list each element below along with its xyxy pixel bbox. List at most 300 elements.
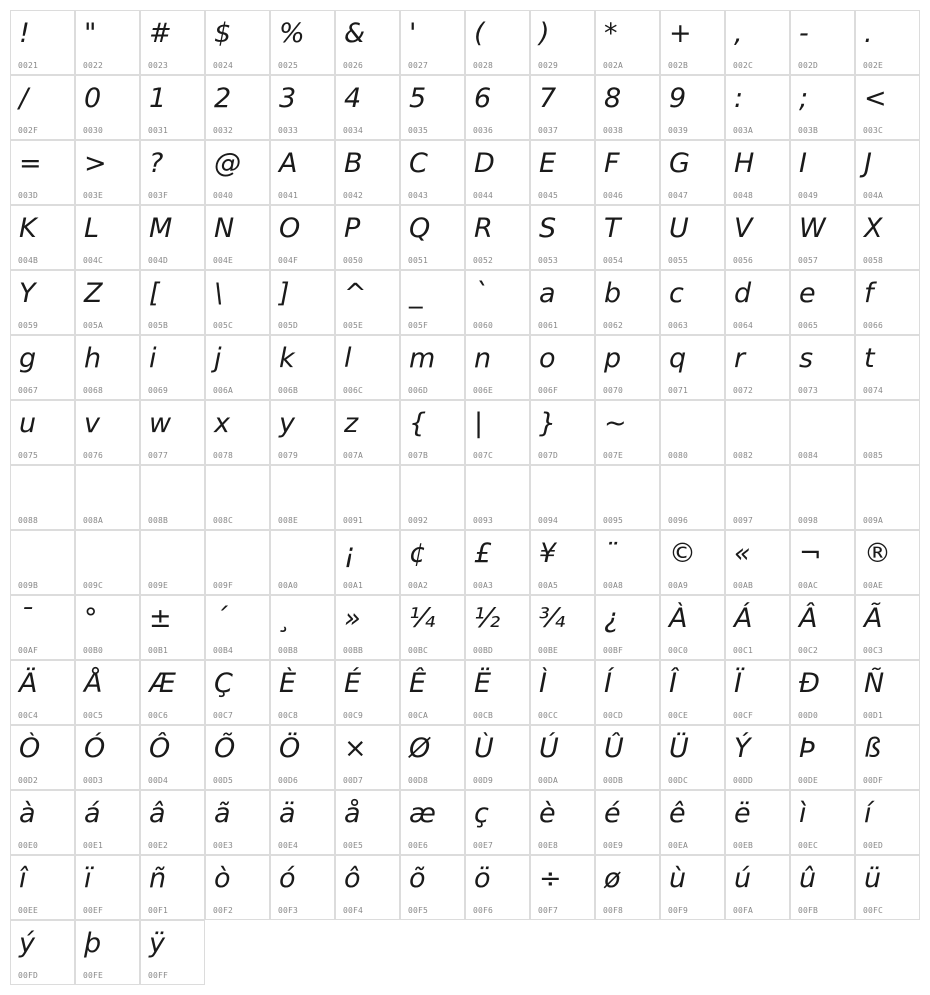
- glyph-char: d: [734, 278, 752, 309]
- glyph-cell: [335, 10, 400, 75]
- glyph-cell: [855, 790, 920, 855]
- glyph-cell: [855, 10, 920, 75]
- glyph-code: 00E9: [603, 841, 624, 850]
- glyph-char: K: [19, 213, 37, 244]
- glyph-code: 0093: [473, 516, 494, 525]
- glyph-code: 00DC: [668, 776, 689, 785]
- glyph-code: 0025: [278, 61, 299, 70]
- glyph-char: ¬: [799, 538, 822, 569]
- glyph-code: 00E6: [408, 841, 429, 850]
- glyph-code: 0023: [148, 61, 169, 70]
- glyph-char: ;: [799, 83, 809, 114]
- glyph-cell: [790, 205, 855, 270]
- glyph-cell: [140, 335, 205, 400]
- glyph-char: ÷: [539, 863, 562, 894]
- glyph-char: j: [214, 343, 222, 374]
- glyph-char: r: [734, 343, 746, 374]
- glyph-code: 0051: [408, 256, 429, 265]
- glyph-code: 00DD: [733, 776, 754, 785]
- glyph-char: ä: [279, 798, 296, 829]
- glyph-code: 002B: [668, 61, 689, 70]
- glyph-code: 0060: [473, 321, 494, 330]
- glyph-char: Û: [604, 733, 624, 764]
- glyph-code: 007E: [603, 451, 624, 460]
- glyph-cell: [270, 75, 335, 140]
- glyph-char: õ: [409, 863, 426, 894]
- glyph-code: 0032: [213, 126, 234, 135]
- glyph-code: 00D3: [83, 776, 104, 785]
- glyph-code: 0027: [408, 61, 429, 70]
- glyph-code: 0056: [733, 256, 754, 265]
- glyph-cell: [335, 790, 400, 855]
- glyph-code: 006C: [343, 386, 364, 395]
- glyph-code: 0026: [343, 61, 364, 70]
- glyph-code: 00DA: [538, 776, 559, 785]
- glyph-code: 0041: [278, 191, 299, 200]
- glyph-cell: [725, 595, 790, 660]
- glyph-cell: [140, 75, 205, 140]
- glyph-code: 0048: [733, 191, 754, 200]
- glyph-code: 0057: [798, 256, 819, 265]
- glyph-char: m: [409, 343, 436, 374]
- glyph-code: 006F: [538, 386, 559, 395]
- glyph-cell: [530, 400, 595, 465]
- glyph-code: 0084: [798, 451, 819, 460]
- glyph-cell: [595, 725, 660, 790]
- glyph-code: 00E5: [343, 841, 364, 850]
- glyph-cell: [465, 400, 530, 465]
- glyph-char: ¨: [604, 538, 618, 569]
- glyph-char: ®: [864, 538, 891, 569]
- glyph-cell: [335, 595, 400, 660]
- glyph-cell: [270, 725, 335, 790]
- glyph-cell: [10, 530, 75, 595]
- glyph-code: 00C6: [148, 711, 169, 720]
- glyph-cell: [660, 140, 725, 205]
- glyph-cell: [140, 920, 205, 985]
- glyph-code: 00C4: [18, 711, 39, 720]
- glyph-cell: [400, 725, 465, 790]
- glyph-cell: [75, 530, 140, 595]
- glyph-cell: [530, 855, 595, 920]
- glyph-char: [: [149, 278, 160, 309]
- glyph-code: 00E7: [473, 841, 494, 850]
- glyph-char: 7: [539, 83, 557, 114]
- glyph-cell: [595, 335, 660, 400]
- glyph-code: 0064: [733, 321, 754, 330]
- glyph-cell: [660, 660, 725, 725]
- glyph-code: 0046: [603, 191, 624, 200]
- glyph-code: 00CA: [408, 711, 429, 720]
- glyph-char: N: [214, 213, 235, 244]
- glyph-char: ã: [214, 798, 231, 829]
- glyph-cell: [140, 595, 205, 660]
- glyph-char: í: [864, 798, 872, 829]
- glyph-code: 00D6: [278, 776, 299, 785]
- glyph-code: 0069: [148, 386, 169, 395]
- glyph-code: 0067: [18, 386, 39, 395]
- glyph-code: 0065: [798, 321, 819, 330]
- glyph-cell: [660, 595, 725, 660]
- glyph-cell: [790, 400, 855, 465]
- glyph-cell: [465, 75, 530, 140]
- glyph-cell: [205, 205, 270, 270]
- glyph-char: â: [149, 798, 166, 829]
- glyph-cell: [465, 660, 530, 725]
- glyph-code: 005A: [83, 321, 104, 330]
- glyph-code: 00D7: [343, 776, 364, 785]
- glyph-code: 00CC: [538, 711, 559, 720]
- glyph-char: Ã: [864, 603, 883, 634]
- glyph-code: 0098: [798, 516, 819, 525]
- glyph-cell: [75, 335, 140, 400]
- glyph-char: ±: [149, 603, 172, 634]
- glyph-code: 0061: [538, 321, 559, 330]
- glyph-code: 002A: [603, 61, 624, 70]
- glyph-code: 00CE: [668, 711, 689, 720]
- glyph-cell: [140, 725, 205, 790]
- glyph-cell: [790, 335, 855, 400]
- glyph-code: 00C8: [278, 711, 299, 720]
- glyph-cell: [465, 335, 530, 400]
- glyph-char: Ë: [474, 668, 492, 699]
- glyph-code: 00C7: [213, 711, 234, 720]
- glyph-char: ): [539, 18, 550, 49]
- glyph-cell: [725, 855, 790, 920]
- glyph-cell: [335, 75, 400, 140]
- glyph-code: 008A: [83, 516, 104, 525]
- glyph-cell: [725, 660, 790, 725]
- glyph-char: Î: [669, 668, 677, 699]
- glyph-char: 9: [669, 83, 687, 114]
- glyph-char: î: [19, 863, 27, 894]
- glyph-code: 0085: [863, 451, 884, 460]
- glyph-char: c: [669, 278, 684, 309]
- glyph-cell: [75, 855, 140, 920]
- glyph-cell: [205, 465, 270, 530]
- glyph-code: 00D2: [18, 776, 39, 785]
- glyph-char: á: [84, 798, 101, 829]
- glyph-cell: [855, 205, 920, 270]
- glyph-char: i: [149, 343, 157, 374]
- glyph-char: ÿ: [149, 928, 165, 959]
- glyph-code: 0049: [798, 191, 819, 200]
- glyph-cell: [75, 75, 140, 140]
- glyph-code: 00F1: [148, 906, 169, 915]
- glyph-code: 004F: [278, 256, 299, 265]
- glyph-char: (: [474, 18, 485, 49]
- glyph-code: 0034: [343, 126, 364, 135]
- glyph-char: 6: [474, 83, 492, 114]
- glyph-code: 007B: [408, 451, 429, 460]
- glyph-code: 006B: [278, 386, 299, 395]
- glyph-code: 00A0: [278, 581, 299, 590]
- glyph-code: 00C2: [798, 646, 819, 655]
- glyph-cell: [400, 10, 465, 75]
- glyph-cell: [75, 205, 140, 270]
- glyph-code: 0076: [83, 451, 104, 460]
- glyph-char: Ô: [149, 733, 171, 764]
- glyph-cell: [595, 270, 660, 335]
- glyph-cell: [660, 205, 725, 270]
- glyph-cell: [10, 660, 75, 725]
- glyph-char: À: [669, 603, 688, 634]
- glyph-code: 00D5: [213, 776, 234, 785]
- glyph-cell: [270, 855, 335, 920]
- glyph-code: 0037: [538, 126, 559, 135]
- glyph-char: l: [344, 343, 352, 374]
- glyph-cell: [335, 660, 400, 725]
- glyph-cell: [465, 205, 530, 270]
- glyph-code: 00F8: [603, 906, 624, 915]
- glyph-cell: [530, 140, 595, 205]
- glyph-cell: [725, 140, 790, 205]
- glyph-cell: [10, 335, 75, 400]
- glyph-cell: [335, 205, 400, 270]
- glyph-cell: [595, 855, 660, 920]
- glyph-code: 00A5: [538, 581, 559, 590]
- glyph-cell: [140, 790, 205, 855]
- glyph-cell: [660, 855, 725, 920]
- glyph-cell: [10, 400, 75, 465]
- glyph-cell: [660, 75, 725, 140]
- glyph-code: 004A: [863, 191, 884, 200]
- glyph-cell: [10, 465, 75, 530]
- glyph-char: Ñ: [864, 668, 885, 699]
- glyph-char: H: [734, 148, 755, 179]
- glyph-char: q: [669, 343, 687, 374]
- glyph-cell: [205, 790, 270, 855]
- glyph-code: 00D4: [148, 776, 169, 785]
- glyph-cell: [725, 725, 790, 790]
- glyph-cell: [595, 10, 660, 75]
- glyph-code: 00D0: [798, 711, 819, 720]
- glyph-code: 0073: [798, 386, 819, 395]
- glyph-cell: [270, 270, 335, 335]
- glyph-char: ': [409, 18, 417, 49]
- glyph-char: /: [19, 83, 29, 114]
- glyph-char: ì: [799, 798, 807, 829]
- glyph-cell: [530, 205, 595, 270]
- glyph-cell: [140, 205, 205, 270]
- glyph-code: 003A: [733, 126, 754, 135]
- glyph-grid: [10, 10, 920, 985]
- glyph-code: 0071: [668, 386, 689, 395]
- glyph-char: à: [19, 798, 36, 829]
- glyph-code: 00A3: [473, 581, 494, 590]
- glyph-code: 00ED: [863, 841, 884, 850]
- glyph-char: >: [84, 148, 107, 179]
- glyph-char: A: [279, 148, 298, 179]
- glyph-code: 00EA: [668, 841, 689, 850]
- glyph-char: V: [734, 213, 753, 244]
- glyph-cell: [725, 205, 790, 270]
- glyph-char: Í: [604, 668, 612, 699]
- glyph-code: 007D: [538, 451, 559, 460]
- glyph-code: 00FD: [18, 971, 39, 980]
- glyph-char: »: [344, 603, 361, 634]
- glyph-code: 00B1: [148, 646, 169, 655]
- glyph-char: Ø: [409, 733, 431, 764]
- glyph-cell: [205, 400, 270, 465]
- glyph-char: ¡: [344, 538, 355, 569]
- glyph-cell: [855, 660, 920, 725]
- glyph-code: 0055: [668, 256, 689, 265]
- glyph-cell: [855, 75, 920, 140]
- glyph-char: ß: [864, 733, 882, 764]
- glyph-cell: [140, 10, 205, 75]
- glyph-code: 00B0: [83, 646, 104, 655]
- glyph-code: 0091: [343, 516, 364, 525]
- glyph-code: 00A9: [668, 581, 689, 590]
- glyph-cell: [465, 595, 530, 660]
- glyph-char: w: [149, 408, 172, 439]
- glyph-code: 00D9: [473, 776, 494, 785]
- glyph-code: 0052: [473, 256, 494, 265]
- glyph-char: I: [799, 148, 807, 179]
- glyph-char: ï: [84, 863, 92, 894]
- glyph-code: 00FE: [83, 971, 104, 980]
- glyph-char: 4: [344, 83, 362, 114]
- glyph-code: 0075: [18, 451, 39, 460]
- glyph-char: Þ: [799, 733, 816, 764]
- glyph-cell: [790, 725, 855, 790]
- glyph-code: 0044: [473, 191, 494, 200]
- glyph-cell: [465, 10, 530, 75]
- glyph-cell: [530, 725, 595, 790]
- glyph-cell: [855, 530, 920, 595]
- glyph-char: ": [84, 18, 97, 49]
- glyph-cell: [75, 140, 140, 205]
- glyph-char: ¿: [604, 603, 619, 634]
- glyph-code: 008C: [213, 516, 234, 525]
- glyph-char: x: [214, 408, 230, 439]
- glyph-cell: [10, 10, 75, 75]
- glyph-code: 0080: [668, 451, 689, 460]
- glyph-code: 005D: [278, 321, 299, 330]
- glyph-code: 0092: [408, 516, 429, 525]
- glyph-cell: [205, 10, 270, 75]
- glyph-code: 008B: [148, 516, 169, 525]
- glyph-char: ø: [604, 863, 621, 894]
- glyph-char: ý: [19, 928, 35, 959]
- glyph-char: :: [734, 83, 744, 114]
- glyph-cell: [595, 400, 660, 465]
- glyph-code: 003E: [83, 191, 104, 200]
- glyph-code: 0070: [603, 386, 624, 395]
- glyph-code: 00E2: [148, 841, 169, 850]
- glyph-cell: [205, 140, 270, 205]
- glyph-code: 00F5: [408, 906, 429, 915]
- glyph-code: 0031: [148, 126, 169, 135]
- glyph-code: 00FB: [798, 906, 819, 915]
- glyph-char: G: [669, 148, 690, 179]
- glyph-code: 00AF: [18, 646, 39, 655]
- glyph-char: &: [344, 18, 366, 49]
- glyph-cell: [270, 595, 335, 660]
- glyph-code: 004B: [18, 256, 39, 265]
- glyph-code: 0036: [473, 126, 494, 135]
- glyph-code: 00A1: [343, 581, 364, 590]
- glyph-cell: [205, 660, 270, 725]
- glyph-code: 00BF: [603, 646, 624, 655]
- glyph-cell: [855, 400, 920, 465]
- glyph-cell: [270, 335, 335, 400]
- glyph-cell: [400, 270, 465, 335]
- glyph-char: F: [604, 148, 620, 179]
- glyph-code: 0059: [18, 321, 39, 330]
- glyph-cell: [140, 530, 205, 595]
- glyph-cell: [465, 270, 530, 335]
- glyph-cell: [335, 530, 400, 595]
- glyph-cell: [270, 790, 335, 855]
- glyph-code: 0035: [408, 126, 429, 135]
- glyph-code: 0095: [603, 516, 624, 525]
- glyph-code: 0062: [603, 321, 624, 330]
- glyph-char: ]: [279, 278, 290, 309]
- glyph-cell: [10, 270, 75, 335]
- glyph-char: \: [214, 278, 224, 309]
- glyph-char: °: [84, 603, 98, 634]
- glyph-char: $: [214, 18, 232, 49]
- glyph-char: _: [409, 278, 423, 309]
- glyph-code: 00F9: [668, 906, 689, 915]
- glyph-char: X: [864, 213, 883, 244]
- glyph-cell: [660, 790, 725, 855]
- glyph-char: Ò: [19, 733, 41, 764]
- glyph-code: 00CB: [473, 711, 494, 720]
- glyph-cell: [465, 140, 530, 205]
- glyph-code: 0079: [278, 451, 299, 460]
- glyph-char: Y: [19, 278, 36, 309]
- glyph-code: 00EE: [18, 906, 39, 915]
- glyph-code: 0078: [213, 451, 234, 460]
- glyph-char: J: [864, 148, 872, 179]
- glyph-char: £: [474, 538, 492, 569]
- glyph-cell: [205, 335, 270, 400]
- glyph-char: Ý: [734, 733, 751, 764]
- glyph-code: 0053: [538, 256, 559, 265]
- glyph-cell: [855, 595, 920, 660]
- glyph-char: é: [604, 798, 621, 829]
- glyph-code: 00CF: [733, 711, 754, 720]
- glyph-code: 0050: [343, 256, 364, 265]
- glyph-code: 00C9: [343, 711, 364, 720]
- glyph-cell: [270, 10, 335, 75]
- glyph-code: 0029: [538, 61, 559, 70]
- glyph-char: ë: [734, 798, 751, 829]
- glyph-cell: [205, 725, 270, 790]
- glyph-cell: [400, 855, 465, 920]
- glyph-cell: [595, 205, 660, 270]
- glyph-char: h: [84, 343, 102, 374]
- glyph-char: *: [604, 18, 618, 49]
- glyph-char: ×: [344, 733, 367, 764]
- glyph-cell: [725, 400, 790, 465]
- glyph-cell: [790, 140, 855, 205]
- glyph-char: E: [539, 148, 557, 179]
- glyph-code: 0096: [668, 516, 689, 525]
- glyph-cell: [205, 855, 270, 920]
- glyph-char: Ï: [734, 668, 742, 699]
- glyph-code: 0082: [733, 451, 754, 460]
- glyph-char: è: [539, 798, 556, 829]
- glyph-cell: [725, 75, 790, 140]
- glyph-cell: [595, 465, 660, 530]
- glyph-code: 00F7: [538, 906, 559, 915]
- glyph-cell: [205, 270, 270, 335]
- glyph-char: ~: [604, 408, 627, 439]
